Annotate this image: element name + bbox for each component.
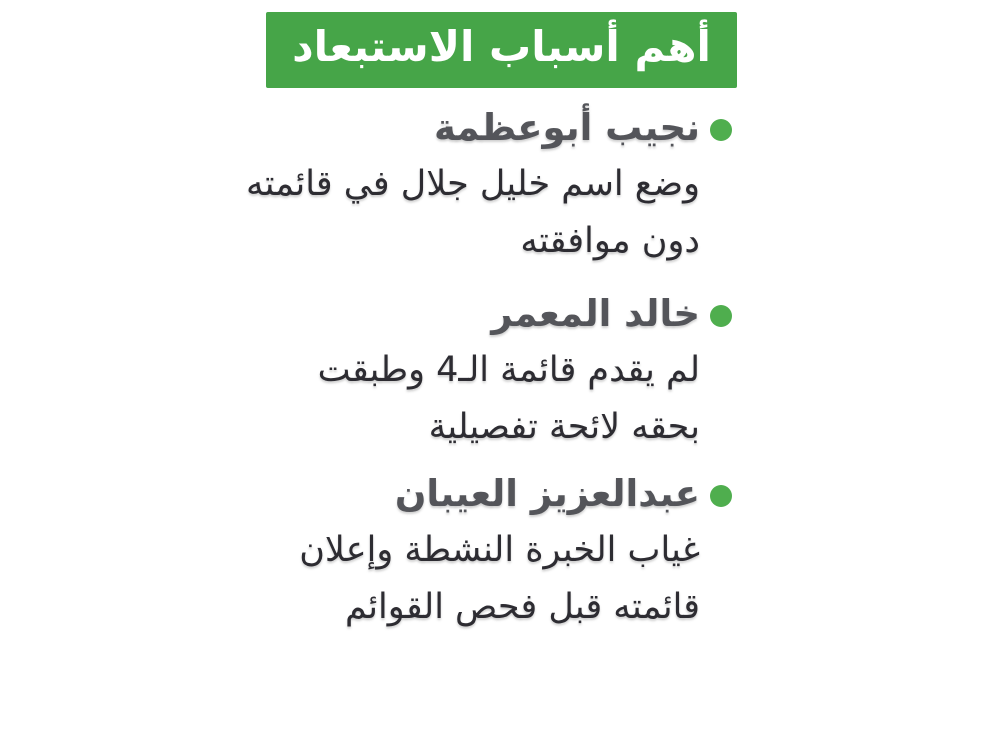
item-header [132, 470, 732, 522]
list-item [132, 104, 732, 270]
list-item [132, 290, 732, 456]
person-name: عبدالعزيز العيبان [394, 471, 700, 515]
description-line: غياب الخبرة النشطة وإعلان [299, 530, 700, 570]
item-header [132, 104, 732, 156]
panel-title: أهم أسباب الاستبعاد [292, 22, 711, 71]
list-item [132, 470, 732, 636]
description-line: دون موافقته [520, 221, 700, 261]
person-name: نجيب أبوعظمة [433, 105, 700, 149]
person-name: خالد المعمر [491, 291, 700, 335]
description-line: بحقه لائحة تفصيلية [428, 407, 700, 447]
bullet-icon [710, 119, 732, 141]
description-line: وضع اسم خليل جلال في قائمته [245, 164, 700, 204]
bullet-icon [710, 305, 732, 327]
description-line: قائمته قبل فحص القوائم [344, 587, 700, 627]
description-line: لم يقدم قائمة الـ4 وطبقت [317, 350, 700, 390]
reasons-list [132, 0, 732, 750]
reason-description [132, 156, 732, 270]
bullet-icon [710, 485, 732, 507]
reason-description [132, 522, 732, 636]
reason-description [132, 342, 732, 456]
item-header [132, 290, 732, 342]
